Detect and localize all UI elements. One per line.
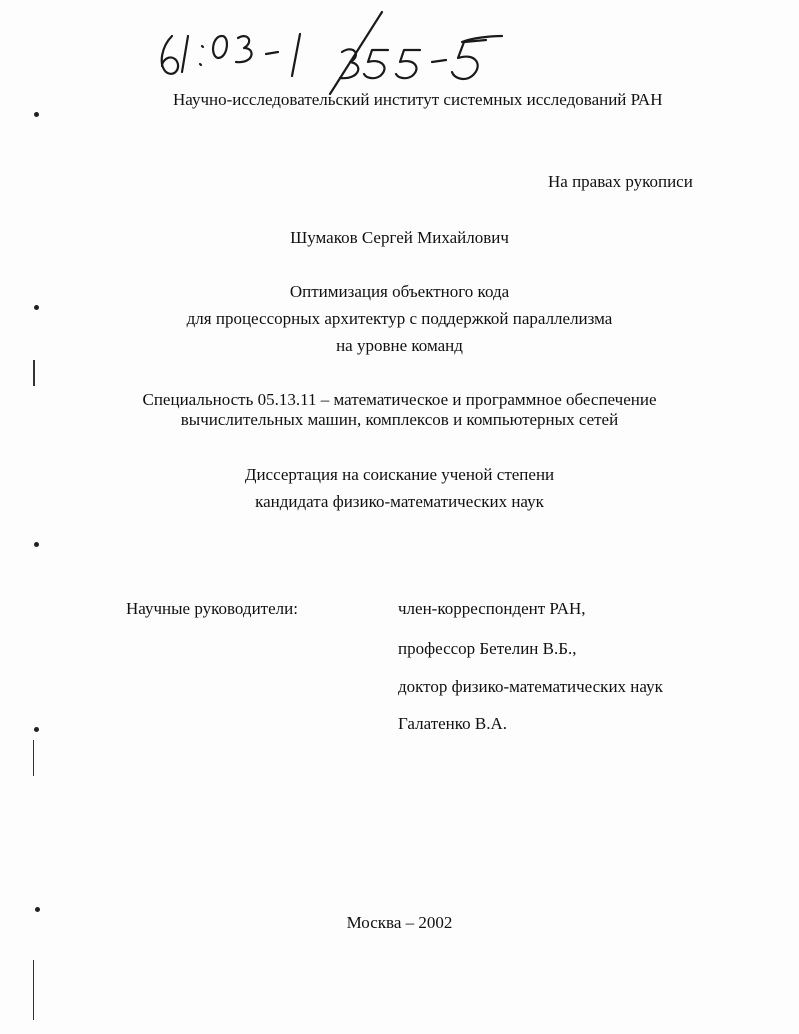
title-line-2: для процессорных архитектур с поддержкой параллелизма bbox=[186, 309, 613, 328]
title-line-1: Оптимизация объектного кода bbox=[289, 282, 510, 301]
specialty-line-2: вычислительных машин, комплексов и компьютерных сетей bbox=[180, 410, 619, 429]
author-name: Шумаков Сергей Михайлович bbox=[290, 228, 509, 247]
specialty-line-1: Специальность 05.13.11 – математическое и программное обеспечение bbox=[142, 390, 657, 409]
supervisor-line: профессор Бетелин В.Б., bbox=[398, 639, 577, 658]
supervisor-line: Галатенко В.А. bbox=[398, 714, 508, 733]
institute-name: Научно-исследовательский институт системных исследований РАН bbox=[173, 90, 663, 109]
handwritten-archive-code bbox=[150, 6, 510, 96]
supervisor-line: член-корреспондент РАН, bbox=[398, 599, 586, 618]
manuscript-rights-note: На правах рукописи bbox=[548, 172, 693, 191]
scan-speck bbox=[34, 112, 39, 117]
scan-speck bbox=[34, 727, 39, 732]
degree-line-2: кандидата физико-математических наук bbox=[255, 492, 544, 511]
supervisors-label: Научные руководители: bbox=[126, 599, 298, 618]
binding-edge-line bbox=[33, 960, 34, 1020]
binding-edge-line bbox=[33, 360, 35, 386]
scan-speck bbox=[35, 907, 40, 912]
title-line-3: на уровне команд bbox=[336, 336, 463, 355]
supervisor-line: доктор физико-математических наук bbox=[398, 677, 663, 696]
scan-speck bbox=[34, 542, 39, 547]
binding-edge-line bbox=[33, 740, 34, 776]
place-and-year: Москва – 2002 bbox=[346, 913, 453, 932]
degree-line-1: Диссертация на соискание ученой степени bbox=[244, 465, 555, 484]
